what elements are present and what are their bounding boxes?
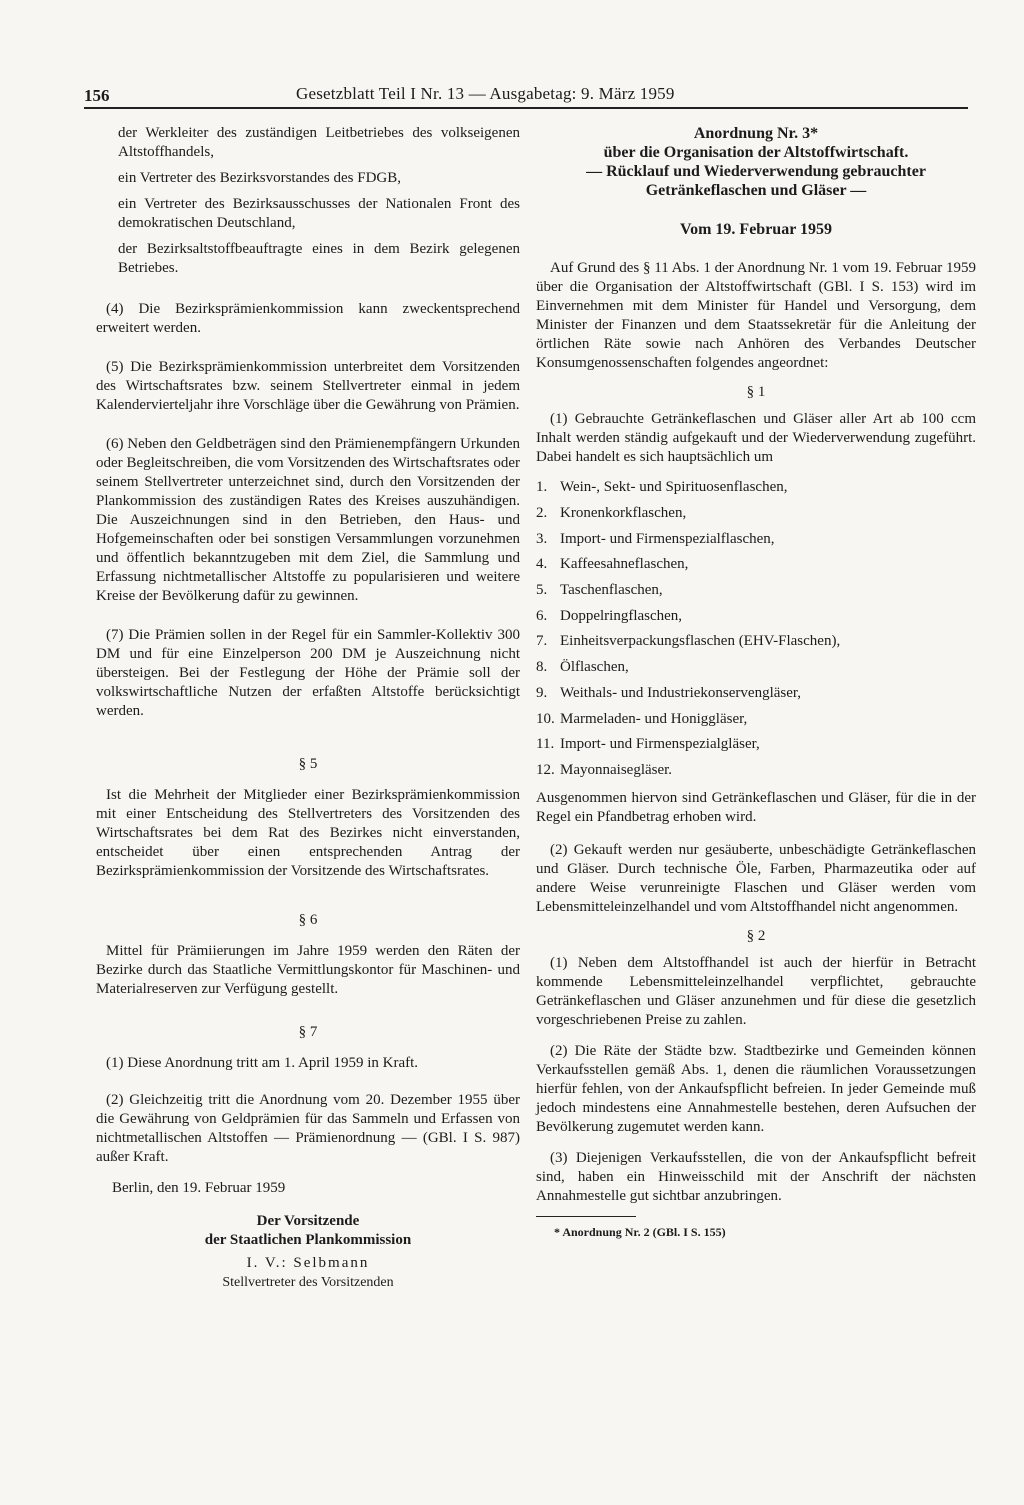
list-item [536, 603, 976, 629]
list-number: 7. [536, 633, 548, 650]
list-number: 1. [536, 479, 548, 496]
member-entry: der Bezirksaltstoffbeauftragte eines in dem Bezirk gelegenen Betriebes. [118, 241, 520, 276]
list-item [536, 758, 976, 784]
section-text: Mittel für Prämiierungen im Jahre 1959 werden den Räten der Bezirke durch das Staatliche Vermittlungskontor für Maschinen- und Materialreserven zur Verfügung gestellt. [96, 943, 520, 997]
ordinance-subtitle: Getränkeflaschen und Gläser — [645, 182, 867, 199]
list-text: Ölflaschen, [560, 659, 629, 676]
list-text: Kaffeesahneflaschen, [560, 556, 689, 573]
list-number: 6. [536, 607, 548, 624]
left-column [96, 124, 520, 1292]
ordinance-subtitle: — Rücklauf und Wiederverwendung gebrauchter [586, 163, 926, 180]
signature-date: Berlin, den 19. Februar 1959 [112, 1180, 286, 1196]
signatory-name: I. V.: Selbmann [246, 1255, 370, 1271]
paragraph: (4) Die Bezirksprämienkommission kann zweckentsprechend erweitert werden. [96, 301, 520, 336]
running-head: Gesetzblatt Teil I Nr. 13 — Ausgabetag: 9. März 1959 [296, 84, 675, 103]
section-heading: § 1 [746, 384, 766, 400]
list-text: Weithals- und Industriekonservengläser, [560, 684, 802, 701]
signatory-title: der Staatlichen Plankommission [204, 1232, 412, 1248]
list-item [536, 681, 976, 707]
member-entry: ein Vertreter des Bezirksausschusses der Nationalen Front des demokratischen Deutschland, [118, 196, 520, 231]
signatory-role: Stellvertreter des Vorsitzenden [222, 1275, 394, 1290]
list-number: 9. [536, 684, 548, 701]
list-text: Mayonnaisegläser. [560, 761, 673, 778]
list-item [536, 706, 976, 732]
signatory-title: Der Vorsitzende [256, 1213, 360, 1229]
list-item [536, 552, 976, 578]
list-item [536, 629, 976, 655]
member-entry: ein Vertreter des Bezirksvorstandes des FDGB, [118, 170, 401, 186]
section-heading: § 5 [298, 756, 318, 772]
list-item [536, 526, 976, 552]
list-number: 5. [536, 582, 548, 599]
paragraph: (5) Die Bezirksprämienkommission unterbreitet dem Vorsitzenden des Wirtschaftsrates bzw. seinem Stellvertreter einmal in jedem Kalendervierteljahr ihre Vorschläge über die Gewährung von Prämien. [96, 359, 520, 413]
list-text: Import- und Firmenspezialgläser, [560, 736, 760, 753]
section-text: (2) Gleichzeitig tritt die Anordnung vom 20. Dezember 1955 über die Gewährung von Geldprämien für das Sammeln und Erfassen von nichtmetallischen Altstoffen — Prämienordnung — (GBl. I S. 987) außer Kraft. [96, 1092, 520, 1165]
section-heading: § 7 [298, 1024, 318, 1040]
section-text: (2) Die Räte der Städte bzw. Stadtbezirke und Gemeinden können Verkaufsstellen gemäß Abs. 1, denen die räumlichen Voraussetzungen hierfür fehlen, von der Ankaufspflicht befreien. In jeder Gemeinde muß jedoch mindestens eine Annahmestelle bestehen, deren Aufsuchen der Bevölkerung zugemutet werden kann. [536, 1043, 976, 1136]
section-text: (3) Diejenigen Verkaufsstellen, die von der Ankaufspflicht befreit sind, haben ein Hinweisschild mit der Anschrift der nächsten Annahmestelle gut sichtbar anzubringen. [536, 1150, 976, 1205]
right-column [536, 124, 976, 1242]
header-rule [84, 107, 968, 109]
list-text: Einheitsverpackungsflaschen (EHV-Flaschen), [560, 633, 841, 650]
section-heading: § 2 [746, 928, 766, 945]
list-text: Kronenkorkflaschen, [560, 505, 687, 522]
list-number: 10. [536, 710, 555, 727]
ordinance-date: Vom 19. Februar 1959 [680, 221, 832, 238]
list-item [536, 732, 976, 758]
list-item [536, 578, 976, 604]
preamble: Auf Grund des § 11 Abs. 1 der Anordnung Nr. 1 vom 19. Februar 1959 über die Organisation der Altstoffwirtschaft (GBl. I S. 153) wird im Einvernehmen mit dem Minister für Handel und Versorgung, dem Minister der Finanzen und dem Staatssekretär für die Anleitung der örtlichen Räte sowie nach Anhören des Verbandes Deutscher Konsumgenossenschaften folgendes angeordnet: [536, 260, 976, 371]
list-number: 8. [536, 659, 548, 676]
exception-note: Ausgenommen hiervon sind Getränkeflaschen und Gläser, für die in der Regel ein Pfandbetrag erhoben wird. [536, 790, 976, 826]
footnote-rule [536, 1216, 636, 1217]
list-text: Wein-, Sekt- und Spirituosenflaschen, [560, 479, 788, 496]
list-text: Taschenflaschen, [560, 582, 663, 599]
list-number: 3. [536, 530, 548, 547]
ordinance-title: über die Organisation der Altstoffwirtschaft. [603, 144, 909, 161]
list-item [536, 475, 976, 501]
paragraph: (6) Neben den Geldbeträgen sind den Prämienempfängern Urkunden oder Begleitschreiben, die vom Vorsitzenden des Wirtschaftsrates oder seinem Stellvertreter unterzeichnet sind, durch den Vorsitzenden der Plankommission des zuständigen Rates des Kreises auszuhändigen. Die Auszeichnungen sind in den Betrieben, den Haus- und Hofgemeinschaften oder bei sonstigen Versammlungen vorzunehmen und öffentlich bekanntzugeben mit dem Ziel, die Sammlung und Erfassung nichtmetallischer Altstoffe zu popularisieren und weitere Kreise der Bevölkerung dafür zu gewinnen. [96, 436, 520, 604]
list-item [536, 501, 976, 527]
section-text: Ist die Mehrheit der Mitglieder einer Bezirksprämienkommission mit einer Entscheidung des Stellvertreters des Vorsitzenden des Wirtschaftsrates bei dem Rat des Bezirkes nicht einverstanden, entscheidet über einen entsprechenden Antrag der Bezirksprämienkommission der Vorsitzende des Wirtschaftsrates. [96, 787, 520, 879]
section-text: (1) Diese Anordnung tritt am 1. April 1959 in Kraft. [106, 1055, 419, 1071]
section-text: (1) Neben dem Altstoffhandel ist auch der hierfür in Betracht kommende Lebensmitteleinzelhandel verpflichtet, gebrauchte Getränkeflaschen und Gläser anzunehmen und für diese die gesetzlich vorgeschriebenen Preise zu zahlen. [536, 955, 976, 1029]
list-number: 2. [536, 505, 548, 522]
list-text: Doppelringflaschen, [560, 607, 683, 624]
list-number: 12. [536, 761, 555, 778]
list-text: Import- und Firmenspezialflaschen, [560, 530, 775, 547]
bottle-type-list [536, 475, 976, 783]
list-text: Marmeladen- und Honiggläser, [560, 710, 748, 727]
section-text: (1) Gebrauchte Getränkeflaschen und Gläser aller Art ab 100 ccm Inhalt werden ständig aufgekauft und der Wiederverwendung zugeführt. Dabei handelt es sich hauptsächlich um [536, 411, 976, 465]
ordinance-title: Anordnung Nr. 3* [693, 125, 819, 142]
list-number: 11. [536, 736, 555, 753]
page-number: 156 [84, 86, 110, 105]
section-text: (2) Gekauft werden nur gesäuberte, unbeschädigte Getränkeflaschen und Gläser. Durch technische Öle, Farben, Pharmazeutika oder auf andere Weise verunreinigte Flaschen und Gläser werden vom Lebensmitteleinzelhandel und vom Altstoffhandel nicht angenommen. [536, 842, 976, 916]
member-entry: der Werkleiter des zuständigen Leitbetriebes des volkseigenen Altstoffhandels, [118, 125, 520, 160]
footnote: * Anordnung Nr. 2 (GBl. I S. 155) [554, 1225, 726, 1240]
list-item [536, 655, 976, 681]
section-heading: § 6 [298, 912, 318, 928]
list-number: 4. [536, 556, 548, 573]
paragraph: (7) Die Prämien sollen in der Regel für ein Sammler-Kollektiv 300 DM und für eine Einzelperson 200 DM je Auszeichnung nicht übersteigen. Bei der Festlegung der Höhe der Prämie soll der volkswirtschaftliche Nutzen der erfaßten Altstoffe berücksichtigt werden. [96, 627, 520, 719]
